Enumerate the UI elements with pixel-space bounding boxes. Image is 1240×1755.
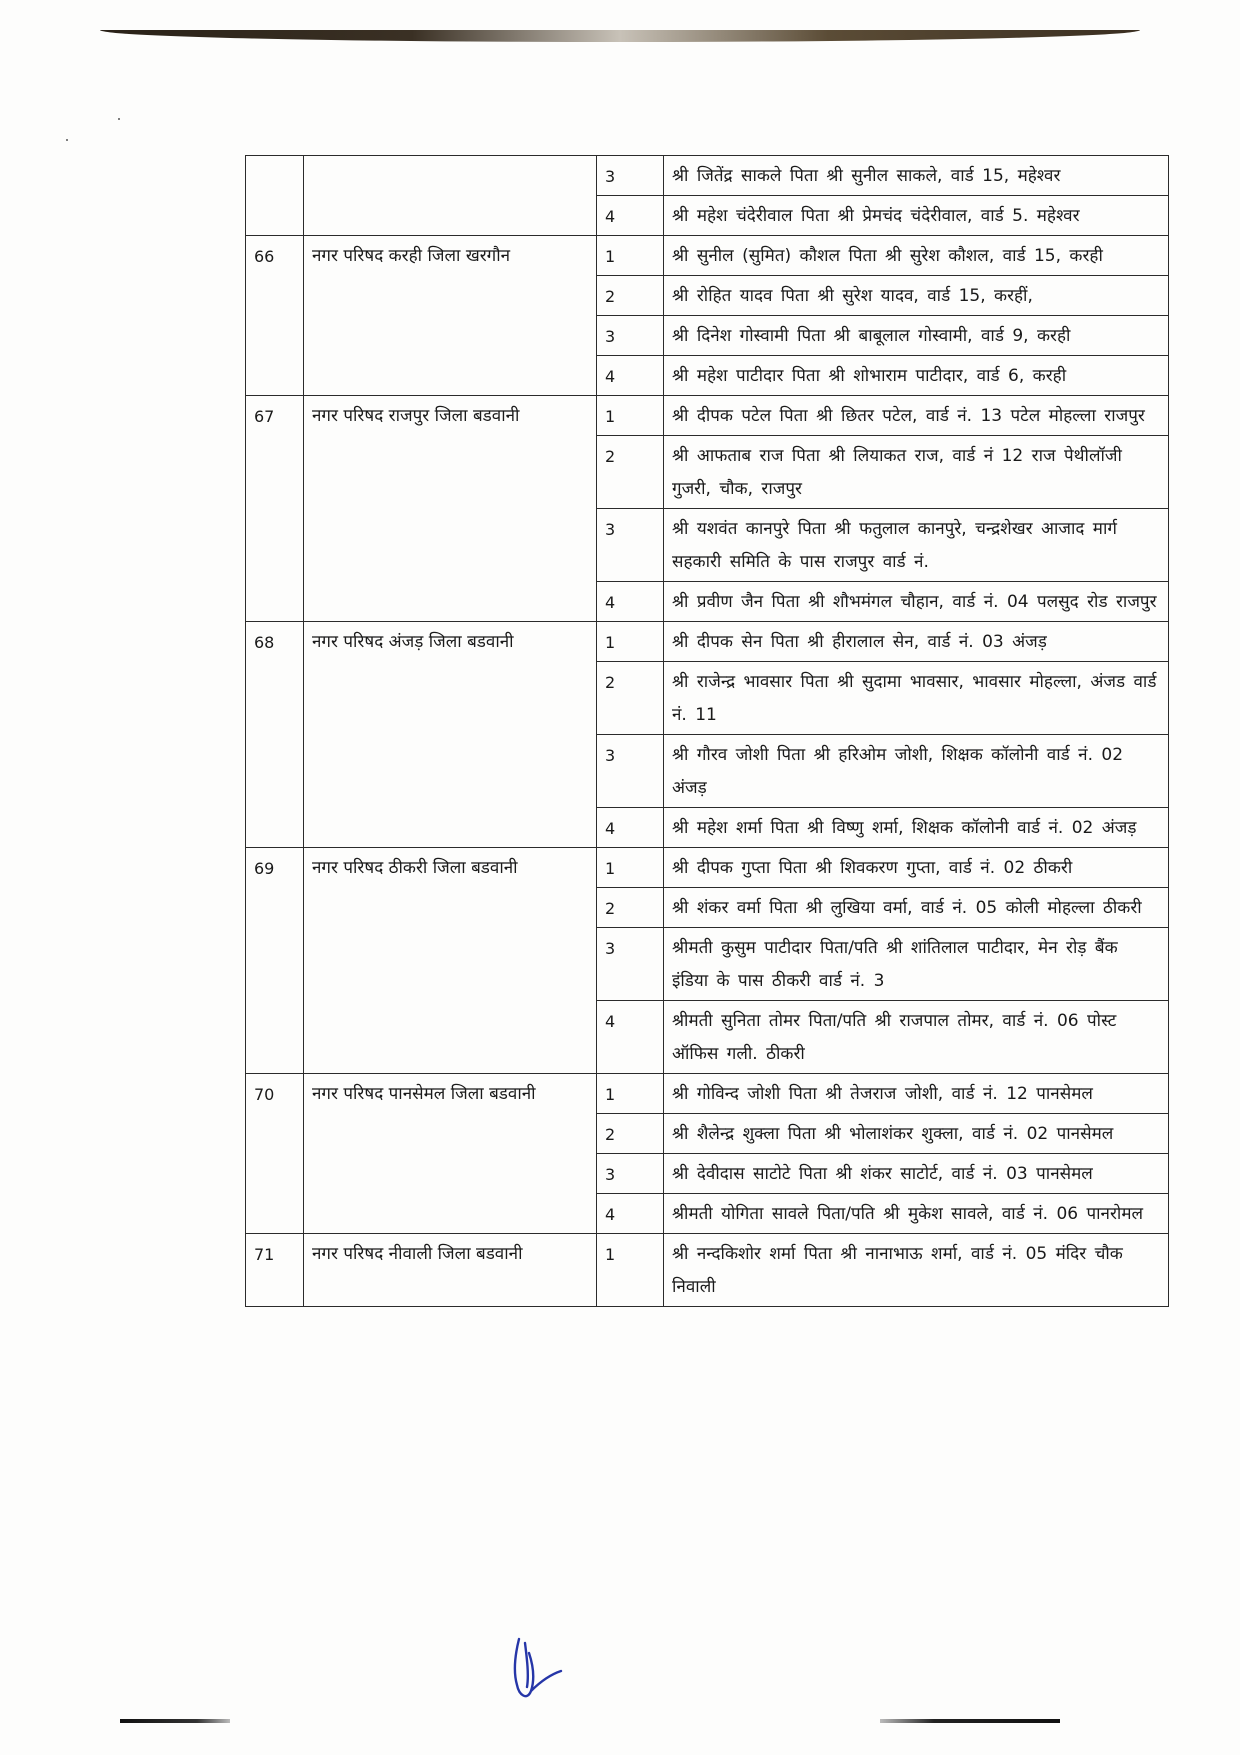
municipal-body-cell: नगर परिषद नीवाली जिला बडवानी [304, 1234, 597, 1307]
member-index-cell: 3 [597, 156, 664, 196]
member-index-cell: 4 [597, 1194, 664, 1234]
member-index-cell: 2 [597, 276, 664, 316]
members-table-body [246, 156, 1169, 1307]
municipal-body-cell: नगर परिषद अंजड़ जिला बडवानी [304, 622, 597, 848]
member-name-address-cell: श्री शैलेन्द्र शुक्ला पिता श्री भोलाशंकर शुक्ला, वार्ड नं. 02 पानसेमल [664, 1114, 1169, 1154]
member-name-address-cell: श्री सुनील (सुमित) कौशल पिता श्री सुरेश कौशल, वार्ड 15, करही [664, 236, 1169, 276]
member-name-address-cell: श्री राजेन्द्र भावसार पिता श्री सुदामा भावसार, भावसार मोहल्ला, अंजड वार्ड नं. 11 [664, 662, 1169, 735]
scan-speck [66, 139, 68, 141]
member-index-cell: 4 [597, 1001, 664, 1074]
table-row [246, 1234, 1169, 1307]
member-name-address-cell: श्री यशवंत कानपुरे पिता श्री फतुलाल कानपुरे, चन्द्रशेखर आजाद मार्ग सहकारी समिति के पास राजपुर वार्ड नं. [664, 509, 1169, 582]
member-name-address-cell: श्री महेश शर्मा पिता श्री विष्णु शर्मा, शिक्षक कॉलोनी वार्ड नं. 02 अंजड़ [664, 808, 1169, 848]
member-name-address-cell: श्री दीपक पटेल पिता श्री छितर पटेल, वार्ड नं. 13 पटेल मोहल्ला राजपुर [664, 396, 1169, 436]
municipal-body-cell: नगर परिषद करही जिला खरगौन [304, 236, 597, 396]
member-name-address-cell: श्री गौरव जोशी पिता श्री हरिओम जोशी, शिक्षक कॉलोनी वार्ड नं. 02 अंजड़ [664, 735, 1169, 808]
serial-number-cell: 67 [246, 396, 304, 622]
member-index-cell: 3 [597, 928, 664, 1001]
member-index-cell: 2 [597, 1114, 664, 1154]
scan-speck [118, 118, 120, 120]
municipal-body-cell: नगर परिषद ठीकरी जिला बडवानी [304, 848, 597, 1074]
scan-edge-bottom-left [120, 1719, 230, 1723]
member-index-cell: 4 [597, 582, 664, 622]
member-index-cell: 1 [597, 1074, 664, 1114]
member-name-address-cell: श्री प्रवीण जैन पिता श्री शौभमंगल चौहान, वार्ड नं. 04 पलसुद रोड राजपुर [664, 582, 1169, 622]
member-index-cell: 3 [597, 1154, 664, 1194]
member-index-cell: 2 [597, 436, 664, 509]
member-index-cell: 3 [597, 509, 664, 582]
scan-edge-top [100, 30, 1140, 42]
member-index-cell: 1 [597, 848, 664, 888]
signature-mark [505, 1635, 565, 1715]
member-index-cell: 4 [597, 808, 664, 848]
member-name-address-cell: श्रीमती कुसुम पाटीदार पिता/पति श्री शांतिलाल पाटीदार, मेन रोड़ बैंक इंडिया के पास ठीकरी वार्ड नं. 3 [664, 928, 1169, 1001]
member-name-address-cell: श्री रोहित यादव पिता श्री सुरेश यादव, वार्ड 15, करहीं, [664, 276, 1169, 316]
table-row [246, 1074, 1169, 1114]
member-name-address-cell: श्री नन्दकिशोर शर्मा पिता श्री नानाभाऊ शर्मा, वार्ड नं. 05 मंदिर चौक निवाली [664, 1234, 1169, 1307]
table-row [246, 622, 1169, 662]
member-index-cell: 1 [597, 236, 664, 276]
member-index-cell: 1 [597, 1234, 664, 1307]
member-index-cell: 2 [597, 662, 664, 735]
table-row [246, 236, 1169, 276]
members-table [245, 155, 1169, 1307]
municipal-body-cell: नगर परिषद राजपुर जिला बडवानी [304, 396, 597, 622]
member-index-cell: 2 [597, 888, 664, 928]
member-name-address-cell: श्री महेश चंदेरीवाल पिता श्री प्रेमचंद चंदेरीवाल, वार्ड 5. महेश्वर [664, 196, 1169, 236]
member-index-cell: 1 [597, 396, 664, 436]
member-name-address-cell: श्री जितेंद्र साकले पिता श्री सुनील साकले, वार्ड 15, महेश्वर [664, 156, 1169, 196]
member-name-address-cell: श्री दीपक गुप्ता पिता श्री शिवकरण गुप्ता, वार्ड नं. 02 ठीकरी [664, 848, 1169, 888]
scan-edge-bottom-right [880, 1719, 1060, 1723]
member-name-address-cell: श्रीमती योगिता सावले पिता/पति श्री मुकेश सावले, वार्ड नं. 06 पानरोमल [664, 1194, 1169, 1234]
member-index-cell: 3 [597, 316, 664, 356]
member-name-address-cell: श्री शंकर वर्मा पिता श्री लुखिया वर्मा, वार्ड नं. 05 कोली मोहल्ला ठीकरी [664, 888, 1169, 928]
member-index-cell: 4 [597, 356, 664, 396]
serial-number-cell [246, 156, 304, 236]
member-index-cell: 3 [597, 735, 664, 808]
member-name-address-cell: श्री देवीदास साटोटे पिता श्री शंकर साटोर्ट, वार्ड नं. 03 पानसेमल [664, 1154, 1169, 1194]
member-name-address-cell: श्री दिनेश गोस्वामी पिता श्री बाबूलाल गोस्वामी, वार्ड 9, करही [664, 316, 1169, 356]
serial-number-cell: 66 [246, 236, 304, 396]
member-index-cell: 1 [597, 622, 664, 662]
serial-number-cell: 69 [246, 848, 304, 1074]
member-index-cell: 4 [597, 196, 664, 236]
member-name-address-cell: श्रीमती सुनिता तोमर पिता/पति श्री राजपाल तोमर, वार्ड नं. 06 पोस्ट ऑफिस गली. ठीकरी [664, 1001, 1169, 1074]
serial-number-cell: 71 [246, 1234, 304, 1307]
municipal-body-cell [304, 156, 597, 236]
member-name-address-cell: श्री महेश पाटीदार पिता श्री शोभाराम पाटीदार, वार्ड 6, करही [664, 356, 1169, 396]
serial-number-cell: 70 [246, 1074, 304, 1234]
table-row [246, 396, 1169, 436]
table-row [246, 156, 1169, 196]
member-name-address-cell: श्री गोविन्द जोशी पिता श्री तेजराज जोशी, वार्ड नं. 12 पानसेमल [664, 1074, 1169, 1114]
serial-number-cell: 68 [246, 622, 304, 848]
member-name-address-cell: श्री आफताब राज पिता श्री लियाकत राज, वार्ड नं 12 राज पेथीलॉजी गुजरी, चौक, राजपुर [664, 436, 1169, 509]
municipal-body-cell: नगर परिषद पानसेमल जिला बडवानी [304, 1074, 597, 1234]
member-name-address-cell: श्री दीपक सेन पिता श्री हीरालाल सेन, वार्ड नं. 03 अंजड़ [664, 622, 1169, 662]
table-row [246, 848, 1169, 888]
